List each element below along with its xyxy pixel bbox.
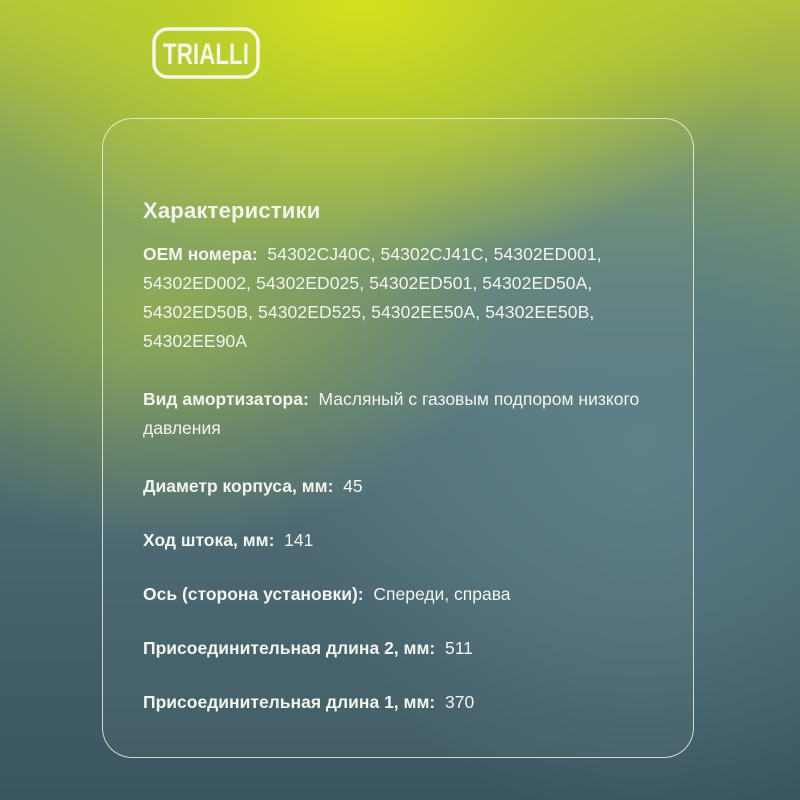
spec-rod-stroke (143, 526, 663, 555)
spec-label: Присоединительная длина 2, мм: (143, 638, 436, 658)
spec-value: 370 (445, 692, 475, 712)
spec-value: Масляный с газовым подпором низкого давления (143, 389, 640, 438)
logo-text: TRIALLI (163, 38, 249, 71)
trialli-logo-mark (152, 26, 260, 80)
spec-label: Вид амортизатора: (143, 389, 309, 409)
spec-value: Спереди, справа (373, 584, 511, 604)
spec-body-diameter (143, 472, 663, 501)
spec-value: 45 (343, 476, 363, 496)
spec-label: Диаметр корпуса, мм: (143, 476, 334, 496)
spec-label: Присоединительная длина 1, мм: (143, 692, 436, 712)
spec-value: 54302CJ40C, 54302CJ41C, 54302ED001, 54302ED002, 54302ED025, 54302ED501, 54302ED50A, 54302ED50B, 54302ED525, 54302EE50A, 54302EE50B, 54302EE90A (143, 244, 602, 351)
spec-oem-numbers (143, 240, 663, 356)
spec-label: OEM номера: (143, 244, 258, 264)
spec-axle-side (143, 580, 663, 609)
spec-label: Ось (сторона установки): (143, 584, 364, 604)
trialli-logo (152, 26, 260, 80)
specs-content (143, 198, 663, 717)
spec-shock-type (143, 385, 663, 443)
spec-value: 141 (284, 530, 314, 550)
spec-mount-length-2 (143, 634, 663, 663)
spec-value: 511 (445, 638, 473, 658)
spec-label: Ход штока, мм: (143, 530, 275, 550)
spec-mount-length-1 (143, 688, 663, 717)
specs-heading: Характеристики (143, 198, 321, 223)
